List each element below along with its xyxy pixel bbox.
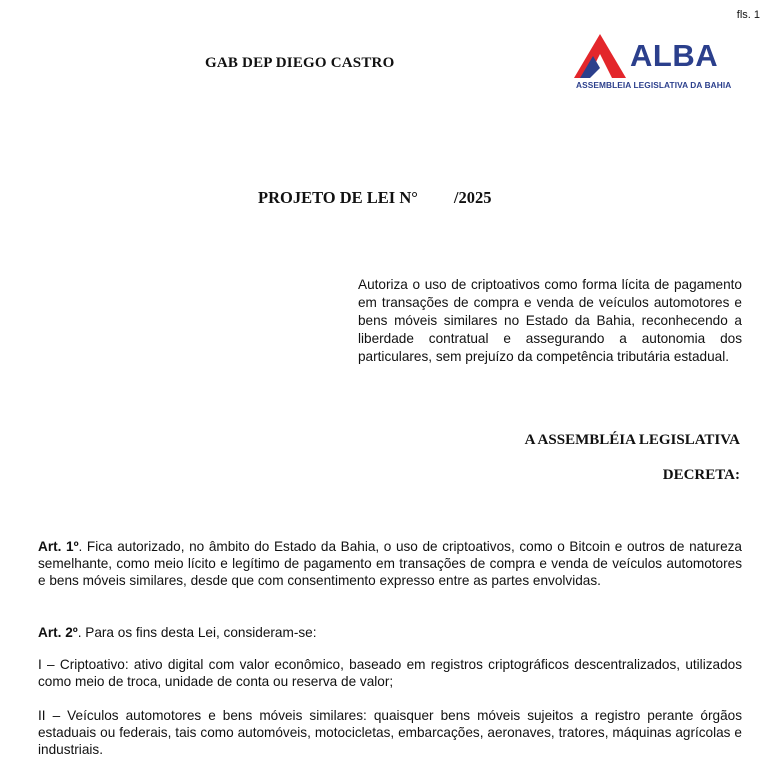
alba-logo <box>574 34 732 94</box>
article-1-text: . Fica autorizado, no âmbito do Estado da Bahia, o uso de criptoativos, como o Bitcoin e outros de natureza semelhante, como meio lícito e legítimo de pagamento em transações de compra e venda de veículos automotores e bens móveis similares, desde que com consentimento expresso entre as partes envolvidas. <box>38 539 742 588</box>
enacting-clause-line1: A ASSEMBLÉIA LEGISLATIVA <box>524 432 740 448</box>
logo-name: ALBA <box>630 38 719 73</box>
article-2-item-1: I – Criptoativo: ativo digital com valor econômico, baseado em registros criptográficos descentralizados, utilizados como meio de troca, unidade de conta ou reserva de valor; <box>38 657 742 689</box>
article-2 <box>38 624 742 641</box>
enacting-clause-line2: DECRETA: <box>662 467 740 483</box>
article-2-label: Art. 2º <box>38 625 78 640</box>
article-2-item-2: II – Veículos automotores e bens móveis similares: quaisquer bens móveis sujeitos a registro perante órgãos estaduais ou federais, tais como automóveis, motocicletas, embarcações, aeronaves, tratores, máquinas agrícolas e industriais. <box>38 708 742 757</box>
article-1-label: Art. 1º <box>38 539 79 554</box>
alba-logo-icon <box>574 34 626 78</box>
office-heading: GAB DEP DIEGO CASTRO <box>205 55 395 71</box>
article-2-text: . Para os fins desta Lei, consideram-se: <box>77 625 317 640</box>
article-1 <box>38 538 742 589</box>
ementa: Autoriza o uso de criptoativos como forma lícita de pagamento em transações de compra e venda de veículos automotores e bens móveis similares no Estado da Bahia, reconhecendo a liberdade contratual e assegurando a autonomia dos particulares, sem prejuízo da competência tributária estadual. <box>358 277 742 364</box>
page-number: fls. 1 <box>736 9 760 21</box>
logo-subtitle: ASSEMBLEIA LEGISLATIVA DA BAHIA <box>576 80 732 90</box>
bill-title-prefix: PROJETO DE LEI N° <box>258 188 418 207</box>
bill-title-year: /2025 <box>453 188 492 207</box>
bill-title <box>258 188 491 208</box>
